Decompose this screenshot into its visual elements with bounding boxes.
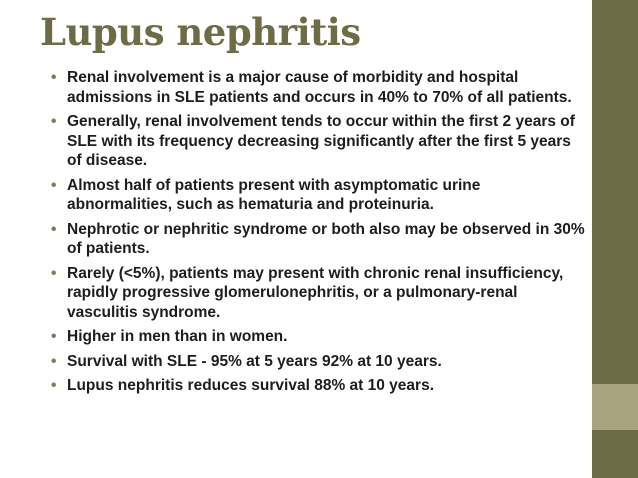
bullet-list [48,68,588,401]
bullet-text: Generally, renal involvement tends to occur within the first 2 years of SLE with its frequency decreasing significantly after the first 5 years of disease. [67,113,575,169]
slide-title: Lupus nephritis [40,10,361,54]
bullet-dot-icon: • [51,352,57,370]
bullet-dot-icon: • [51,264,57,282]
bullet-dot-icon: • [51,176,57,194]
bullet-item [48,68,588,107]
bullet-dot-icon: • [51,328,57,345]
bullet-item [48,112,588,171]
right-sidebar-accent-block [592,384,638,430]
bullet-item [48,176,588,215]
bullet-item [48,376,588,396]
bullet-text: Survival with SLE - 95% at 5 years 92% at 10 years. [67,352,442,370]
bullet-text: Almost half of patients present with asymptomatic urine abnormalities, such as hematuria and proteinuria. [67,176,481,213]
bullet-dot-icon: • [51,69,57,86]
bullet-text: Higher in men than in women. [67,328,288,345]
bullet-text: Rarely (<5%), patients may present with chronic renal insufficiency, rapidly progressive glomerulonephritis, or a pulmonary-renal vasculitis syndrome. [67,264,564,321]
bullet-item [48,264,588,323]
bullet-text: Nephrotic or nephritic syndrome or both also may be observed in 30% of patients. [67,220,585,257]
bullet-dot-icon: • [51,113,57,130]
bullet-item [48,220,588,259]
bullet-dot-icon: • [51,220,57,238]
bullet-text: Renal involvement is a major cause of morbidity and hospital admissions in SLE patients and occurs in 40% to 70% of all patients. [67,69,572,106]
bullet-dot-icon: • [51,377,57,394]
bullet-item [48,352,588,372]
bullet-item [48,327,588,347]
bullet-text: Lupus nephritis reduces survival 88% at 10 years. [67,377,434,394]
